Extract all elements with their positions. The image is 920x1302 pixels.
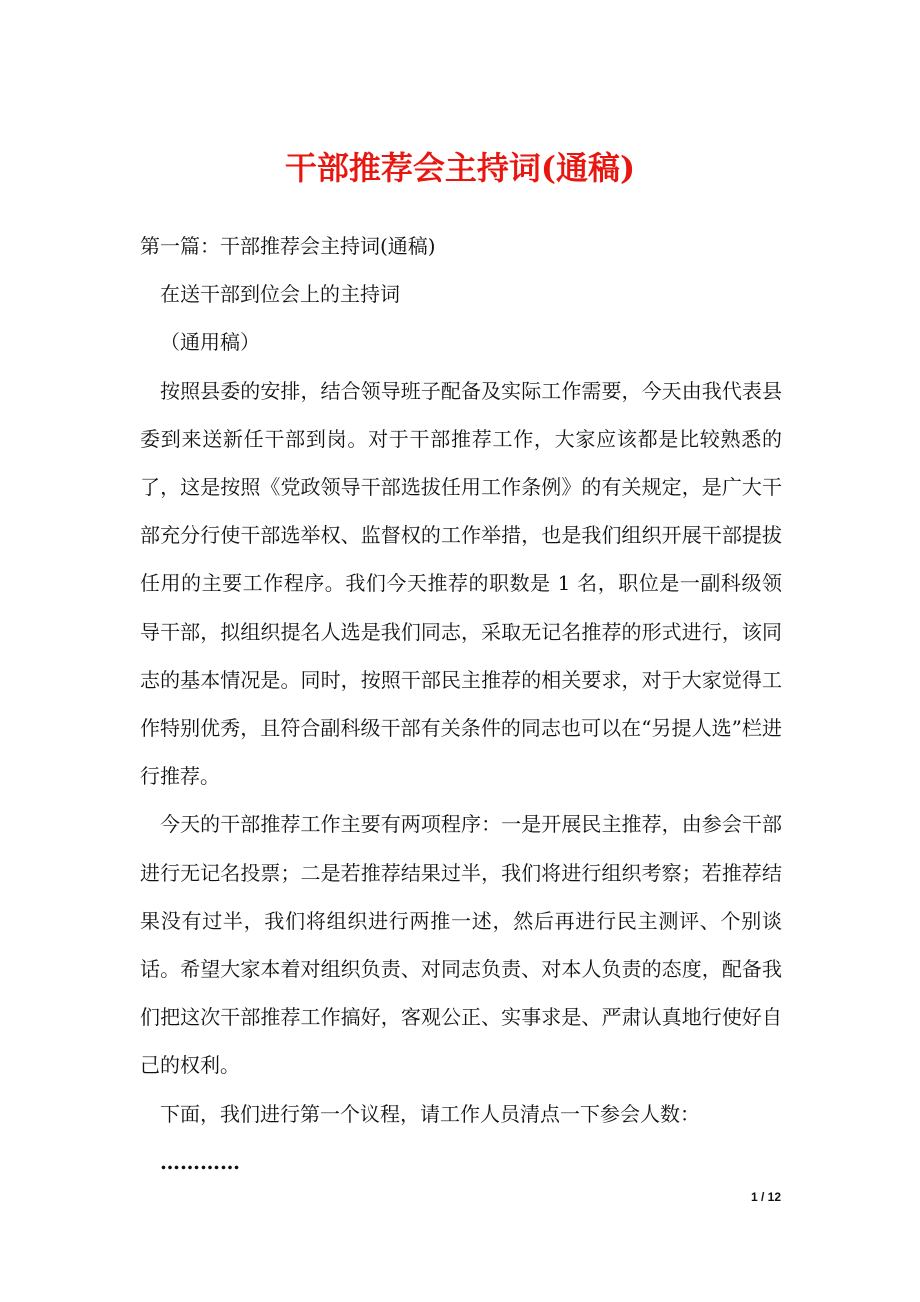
section-heading: 第一篇：干部推荐会主持词(通稿) bbox=[140, 234, 436, 258]
paragraph-3: 下面，我们进行第一个议程，请工作人员清点一下参会人数： bbox=[160, 1101, 700, 1126]
paragraph-1: 按照县委的安排，结合领导班子配备及实际工作需要，今天由我代表县委到来送新任干部到岗。对于干部推荐工作，大家应该都是比较熟悉的了，这是按照《党政领导干部选拔任用工作条例》的有关规定，是广大干部充分行使干部选举权、监督权的工作举措，也是我们组织开展干部提拔任用的主要工作程序。我们今天推荐的职数是 1 名，职位是一副科级领导干部，拟组织提名人选是我们同志，采取无记名推荐的形式进行，该同志的基本情况是。同时，按照干部民主推荐的相关要求，对于大家觉得工作特别优秀，且符合副科级干部有关条件的同志也可以在“另提人选”栏进行推荐。 bbox=[140, 378, 782, 789]
document-body bbox=[140, 222, 782, 1186]
subtitle: 在送干部到位会上的主持词 bbox=[160, 282, 400, 307]
ellipsis: ………… bbox=[160, 1149, 240, 1174]
paragraph-2: 今天的干部推荐工作主要有两项程序：一是开展民主推荐，由参会干部进行无记名投票；二是若推荐结果过半，我们将进行组织考察；若推荐结果没有过半，我们将组织进行两推一述，然后再进行民主测评、个别谈话。希望大家本着对组织负责、对同志负责、对本人负责的态度，配备我们把这次干部推荐工作搞好，客观公正、实事求是、严肃认真地行使好自己的权利。 bbox=[140, 812, 782, 1078]
page-number: 1 / 12 bbox=[750, 1190, 781, 1204]
edition-label: （通用稿） bbox=[160, 330, 260, 355]
document-title: 干部推荐会主持词(通稿) bbox=[284, 149, 636, 187]
